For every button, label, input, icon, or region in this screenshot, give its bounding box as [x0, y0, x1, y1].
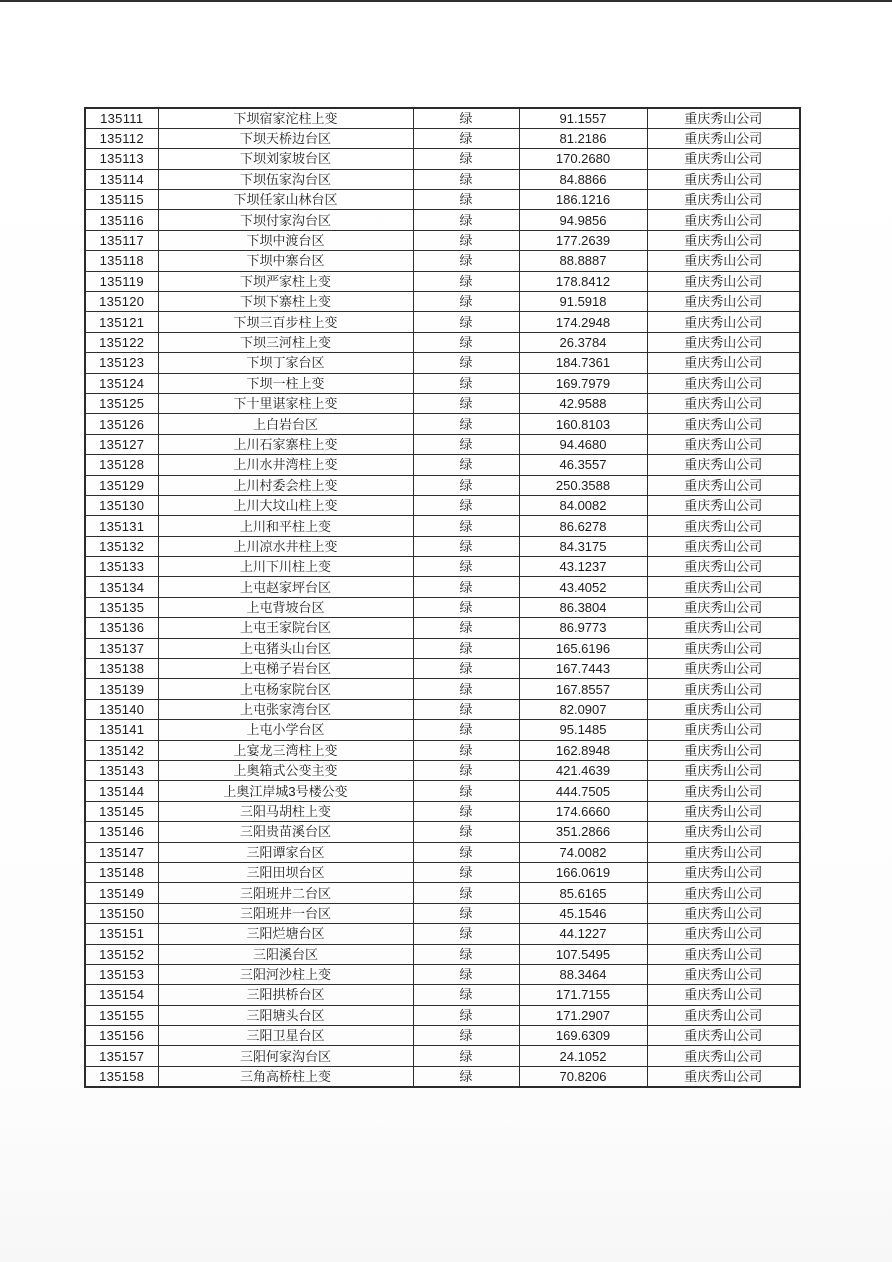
- table-row: [85, 149, 800, 169]
- table-row: [85, 761, 800, 781]
- cell-value: 167.7443: [519, 659, 647, 679]
- cell-value: 88.3464: [519, 964, 647, 984]
- table-row: [85, 373, 800, 393]
- table-row: [85, 597, 800, 617]
- cell-status: 绿: [413, 1066, 519, 1086]
- table-row: [85, 985, 800, 1005]
- cell-value: 351.2866: [519, 822, 647, 842]
- cell-company: 重庆秀山公司: [647, 312, 800, 332]
- cell-status: 绿: [413, 842, 519, 862]
- cell-value: 43.4052: [519, 577, 647, 597]
- cell-station-name: 上屯张家湾台区: [158, 699, 413, 719]
- cell-company: 重庆秀山公司: [647, 495, 800, 515]
- cell-status: 绿: [413, 638, 519, 658]
- cell-station-name: 下坝下寨柱上变: [158, 292, 413, 312]
- cell-status: 绿: [413, 434, 519, 454]
- cell-station-id: 135111: [85, 108, 158, 128]
- cell-status: 绿: [413, 475, 519, 495]
- table-row: [85, 210, 800, 230]
- cell-station-name: 上奥江岸城3号楼公变: [158, 781, 413, 801]
- cell-company: 重庆秀山公司: [647, 434, 800, 454]
- cell-station-id: 135138: [85, 659, 158, 679]
- cell-value: 43.1237: [519, 557, 647, 577]
- table-row: [85, 190, 800, 210]
- cell-value: 91.1557: [519, 108, 647, 128]
- cell-status: 绿: [413, 699, 519, 719]
- cell-station-id: 135139: [85, 679, 158, 699]
- table-row: [85, 414, 800, 434]
- cell-station-name: 上川和平柱上变: [158, 516, 413, 536]
- cell-station-id: 135120: [85, 292, 158, 312]
- cell-company: 重庆秀山公司: [647, 577, 800, 597]
- cell-station-id: 135136: [85, 618, 158, 638]
- cell-company: 重庆秀山公司: [647, 455, 800, 475]
- cell-value: 250.3588: [519, 475, 647, 495]
- cell-company: 重庆秀山公司: [647, 822, 800, 842]
- cell-value: 171.7155: [519, 985, 647, 1005]
- cell-station-name: 上川村委会柱上变: [158, 475, 413, 495]
- cell-station-name: 上宴龙三湾柱上变: [158, 740, 413, 760]
- cell-station-id: 135117: [85, 230, 158, 250]
- cell-status: 绿: [413, 761, 519, 781]
- cell-company: 重庆秀山公司: [647, 149, 800, 169]
- cell-status: 绿: [413, 373, 519, 393]
- cell-company: 重庆秀山公司: [647, 618, 800, 638]
- cell-station-id: 135131: [85, 516, 158, 536]
- cell-station-id: 135134: [85, 577, 158, 597]
- cell-station-name: 三阳卫星台区: [158, 1026, 413, 1046]
- cell-station-id: 135140: [85, 699, 158, 719]
- cell-status: 绿: [413, 577, 519, 597]
- cell-status: 绿: [413, 557, 519, 577]
- cell-status: 绿: [413, 332, 519, 352]
- cell-station-name: 上屯猪头山台区: [158, 638, 413, 658]
- cell-station-id: 135142: [85, 740, 158, 760]
- station-data-table: [84, 107, 801, 1088]
- table-row: [85, 108, 800, 128]
- cell-company: 重庆秀山公司: [647, 536, 800, 556]
- cell-station-id: 135154: [85, 985, 158, 1005]
- cell-value: 94.9856: [519, 210, 647, 230]
- cell-station-id: 135129: [85, 475, 158, 495]
- cell-status: 绿: [413, 251, 519, 271]
- cell-station-id: 135122: [85, 332, 158, 352]
- cell-station-name: 上屯王家院台区: [158, 618, 413, 638]
- cell-status: 绿: [413, 822, 519, 842]
- cell-company: 重庆秀山公司: [647, 1046, 800, 1066]
- cell-station-id: 135135: [85, 597, 158, 617]
- table-row: [85, 455, 800, 475]
- cell-status: 绿: [413, 312, 519, 332]
- cell-company: 重庆秀山公司: [647, 964, 800, 984]
- cell-status: 绿: [413, 169, 519, 189]
- cell-company: 重庆秀山公司: [647, 862, 800, 882]
- cell-value: 166.0619: [519, 862, 647, 882]
- cell-value: 74.0082: [519, 842, 647, 862]
- cell-company: 重庆秀山公司: [647, 353, 800, 373]
- cell-value: 169.7979: [519, 373, 647, 393]
- cell-station-name: 上奥箱式公变主变: [158, 761, 413, 781]
- cell-value: 170.2680: [519, 149, 647, 169]
- cell-company: 重庆秀山公司: [647, 903, 800, 923]
- cell-company: 重庆秀山公司: [647, 475, 800, 495]
- table-row: [85, 557, 800, 577]
- cell-station-id: 135112: [85, 128, 158, 148]
- cell-status: 绿: [413, 455, 519, 475]
- table-row: [85, 353, 800, 373]
- table-row: [85, 332, 800, 352]
- cell-station-name: 下坝中渡台区: [158, 230, 413, 250]
- cell-station-name: 三阳班井一台区: [158, 903, 413, 923]
- cell-company: 重庆秀山公司: [647, 128, 800, 148]
- cell-value: 174.6660: [519, 801, 647, 821]
- cell-station-id: 135118: [85, 251, 158, 271]
- table-row: [85, 903, 800, 923]
- cell-value: 174.2948: [519, 312, 647, 332]
- cell-company: 重庆秀山公司: [647, 720, 800, 740]
- cell-company: 重庆秀山公司: [647, 924, 800, 944]
- cell-station-id: 135153: [85, 964, 158, 984]
- cell-station-name: 三阳何家沟台区: [158, 1046, 413, 1066]
- cell-station-name: 三阳马胡柱上变: [158, 801, 413, 821]
- cell-station-id: 135128: [85, 455, 158, 475]
- cell-station-id: 135144: [85, 781, 158, 801]
- cell-station-name: 上川水井湾柱上变: [158, 455, 413, 475]
- cell-value: 167.8557: [519, 679, 647, 699]
- cell-value: 162.8948: [519, 740, 647, 760]
- cell-station-name: 下坝付家沟台区: [158, 210, 413, 230]
- cell-company: 重庆秀山公司: [647, 516, 800, 536]
- cell-value: 84.3175: [519, 536, 647, 556]
- table-row: [85, 434, 800, 454]
- cell-station-name: 三角高桥柱上变: [158, 1066, 413, 1086]
- cell-value: 88.8887: [519, 251, 647, 271]
- cell-value: 24.1052: [519, 1046, 647, 1066]
- cell-company: 重庆秀山公司: [647, 557, 800, 577]
- cell-station-id: 135126: [85, 414, 158, 434]
- cell-station-id: 135150: [85, 903, 158, 923]
- cell-station-id: 135155: [85, 1005, 158, 1025]
- table-row: [85, 292, 800, 312]
- cell-station-name: 三阳溪台区: [158, 944, 413, 964]
- cell-company: 重庆秀山公司: [647, 1066, 800, 1086]
- cell-status: 绿: [413, 801, 519, 821]
- cell-station-name: 三阳河沙柱上变: [158, 964, 413, 984]
- cell-status: 绿: [413, 128, 519, 148]
- cell-status: 绿: [413, 495, 519, 515]
- cell-value: 177.2639: [519, 230, 647, 250]
- cell-station-id: 135151: [85, 924, 158, 944]
- cell-station-name: 下坝刘家坡台区: [158, 149, 413, 169]
- cell-status: 绿: [413, 108, 519, 128]
- cell-station-id: 135133: [85, 557, 158, 577]
- cell-status: 绿: [413, 230, 519, 250]
- cell-value: 46.3557: [519, 455, 647, 475]
- table-row: [85, 801, 800, 821]
- cell-company: 重庆秀山公司: [647, 638, 800, 658]
- cell-value: 86.3804: [519, 597, 647, 617]
- cell-station-name: 下坝一柱上变: [158, 373, 413, 393]
- cell-station-id: 135125: [85, 393, 158, 413]
- cell-company: 重庆秀山公司: [647, 108, 800, 128]
- cell-company: 重庆秀山公司: [647, 699, 800, 719]
- table-row: [85, 883, 800, 903]
- cell-station-name: 下坝任家山林台区: [158, 190, 413, 210]
- table-row: [85, 618, 800, 638]
- cell-company: 重庆秀山公司: [647, 169, 800, 189]
- cell-value: 82.0907: [519, 699, 647, 719]
- cell-station-id: 135152: [85, 944, 158, 964]
- cell-station-name: 三阳田坝台区: [158, 862, 413, 882]
- table-row: [85, 740, 800, 760]
- cell-company: 重庆秀山公司: [647, 944, 800, 964]
- table-row: [85, 536, 800, 556]
- cell-station-id: 135132: [85, 536, 158, 556]
- cell-station-id: 135130: [85, 495, 158, 515]
- cell-status: 绿: [413, 883, 519, 903]
- cell-status: 绿: [413, 271, 519, 291]
- cell-value: 107.5495: [519, 944, 647, 964]
- cell-status: 绿: [413, 414, 519, 434]
- cell-station-id: 135146: [85, 822, 158, 842]
- cell-status: 绿: [413, 618, 519, 638]
- cell-value: 178.8412: [519, 271, 647, 291]
- table-row: [85, 822, 800, 842]
- table-row: [85, 964, 800, 984]
- cell-station-name: 下十里谌家柱上变: [158, 393, 413, 413]
- cell-status: 绿: [413, 1046, 519, 1066]
- table-row: [85, 1005, 800, 1025]
- cell-status: 绿: [413, 781, 519, 801]
- cell-status: 绿: [413, 292, 519, 312]
- cell-status: 绿: [413, 597, 519, 617]
- cell-value: 165.6196: [519, 638, 647, 658]
- table-row: [85, 1046, 800, 1066]
- cell-value: 86.6278: [519, 516, 647, 536]
- cell-station-id: 135124: [85, 373, 158, 393]
- cell-station-name: 三阳烂塘台区: [158, 924, 413, 944]
- cell-station-id: 135137: [85, 638, 158, 658]
- cell-status: 绿: [413, 862, 519, 882]
- cell-station-id: 135121: [85, 312, 158, 332]
- cell-station-name: 上川大坟山柱上变: [158, 495, 413, 515]
- table-row: [85, 679, 800, 699]
- cell-value: 42.9588: [519, 393, 647, 413]
- cell-status: 绿: [413, 149, 519, 169]
- cell-station-name: 三阳班井二台区: [158, 883, 413, 903]
- cell-station-name: 三阳谭家台区: [158, 842, 413, 862]
- table-row: [85, 842, 800, 862]
- station-table-container: [84, 107, 800, 1088]
- cell-company: 重庆秀山公司: [647, 985, 800, 1005]
- cell-station-id: 135119: [85, 271, 158, 291]
- table-row: [85, 720, 800, 740]
- cell-station-name: 三阳拱桥台区: [158, 985, 413, 1005]
- cell-station-name: 下坝三河柱上变: [158, 332, 413, 352]
- cell-company: 重庆秀山公司: [647, 1005, 800, 1025]
- cell-station-name: 下坝宿家沱柱上变: [158, 108, 413, 128]
- cell-company: 重庆秀山公司: [647, 373, 800, 393]
- cell-value: 86.9773: [519, 618, 647, 638]
- table-row: [85, 393, 800, 413]
- table-row: [85, 924, 800, 944]
- cell-value: 91.5918: [519, 292, 647, 312]
- table-row: [85, 659, 800, 679]
- cell-company: 重庆秀山公司: [647, 597, 800, 617]
- table-row: [85, 475, 800, 495]
- cell-value: 171.2907: [519, 1005, 647, 1025]
- page-top-edge-line: [0, 0, 892, 2]
- cell-status: 绿: [413, 190, 519, 210]
- table-row: [85, 516, 800, 536]
- cell-status: 绿: [413, 393, 519, 413]
- cell-station-name: 上屯杨家院台区: [158, 679, 413, 699]
- cell-status: 绿: [413, 924, 519, 944]
- cell-status: 绿: [413, 1005, 519, 1025]
- cell-station-id: 135158: [85, 1066, 158, 1086]
- cell-value: 95.1485: [519, 720, 647, 740]
- cell-company: 重庆秀山公司: [647, 190, 800, 210]
- table-row: [85, 1026, 800, 1046]
- cell-value: 94.4680: [519, 434, 647, 454]
- cell-status: 绿: [413, 964, 519, 984]
- cell-station-id: 135116: [85, 210, 158, 230]
- cell-value: 184.7361: [519, 353, 647, 373]
- cell-status: 绿: [413, 210, 519, 230]
- table-row: [85, 495, 800, 515]
- cell-company: 重庆秀山公司: [647, 210, 800, 230]
- table-row: [85, 1066, 800, 1086]
- cell-station-name: 上屯小学台区: [158, 720, 413, 740]
- cell-station-name: 上屯梯子岩台区: [158, 659, 413, 679]
- cell-status: 绿: [413, 985, 519, 1005]
- table-row: [85, 781, 800, 801]
- cell-station-name: 三阳塘头台区: [158, 1005, 413, 1025]
- cell-value: 84.8866: [519, 169, 647, 189]
- table-row: [85, 128, 800, 148]
- table-row: [85, 230, 800, 250]
- cell-station-name: 上屯背坡台区: [158, 597, 413, 617]
- cell-company: 重庆秀山公司: [647, 393, 800, 413]
- cell-company: 重庆秀山公司: [647, 1026, 800, 1046]
- table-row: [85, 169, 800, 189]
- cell-station-id: 135147: [85, 842, 158, 862]
- cell-station-id: 135143: [85, 761, 158, 781]
- cell-company: 重庆秀山公司: [647, 740, 800, 760]
- cell-station-id: 135113: [85, 149, 158, 169]
- cell-value: 421.4639: [519, 761, 647, 781]
- cell-company: 重庆秀山公司: [647, 679, 800, 699]
- cell-station-name: 下坝丁家台区: [158, 353, 413, 373]
- cell-status: 绿: [413, 944, 519, 964]
- cell-station-id: 135114: [85, 169, 158, 189]
- cell-company: 重庆秀山公司: [647, 801, 800, 821]
- cell-station-name: 上屯赵家坪台区: [158, 577, 413, 597]
- cell-status: 绿: [413, 659, 519, 679]
- table-row: [85, 699, 800, 719]
- cell-value: 45.1546: [519, 903, 647, 923]
- cell-status: 绿: [413, 903, 519, 923]
- cell-station-id: 135141: [85, 720, 158, 740]
- cell-company: 重庆秀山公司: [647, 883, 800, 903]
- cell-value: 444.7505: [519, 781, 647, 801]
- cell-value: 70.8206: [519, 1066, 647, 1086]
- cell-station-id: 135115: [85, 190, 158, 210]
- cell-value: 26.3784: [519, 332, 647, 352]
- cell-station-id: 135156: [85, 1026, 158, 1046]
- table-body: [85, 108, 800, 1087]
- cell-company: 重庆秀山公司: [647, 230, 800, 250]
- cell-company: 重庆秀山公司: [647, 659, 800, 679]
- cell-station-name: 下坝三百步柱上变: [158, 312, 413, 332]
- cell-company: 重庆秀山公司: [647, 332, 800, 352]
- cell-station-id: 135123: [85, 353, 158, 373]
- cell-station-id: 135145: [85, 801, 158, 821]
- cell-value: 186.1216: [519, 190, 647, 210]
- cell-station-id: 135149: [85, 883, 158, 903]
- cell-company: 重庆秀山公司: [647, 292, 800, 312]
- cell-station-name: 三阳贵苗溪台区: [158, 822, 413, 842]
- cell-value: 84.0082: [519, 495, 647, 515]
- cell-station-name: 上白岩台区: [158, 414, 413, 434]
- cell-station-name: 上川石家寨柱上变: [158, 434, 413, 454]
- cell-station-name: 下坝中寨台区: [158, 251, 413, 271]
- cell-value: 160.8103: [519, 414, 647, 434]
- table-row: [85, 312, 800, 332]
- cell-company: 重庆秀山公司: [647, 781, 800, 801]
- cell-company: 重庆秀山公司: [647, 271, 800, 291]
- cell-company: 重庆秀山公司: [647, 761, 800, 781]
- table-row: [85, 271, 800, 291]
- cell-company: 重庆秀山公司: [647, 842, 800, 862]
- cell-company: 重庆秀山公司: [647, 251, 800, 271]
- cell-station-id: 135127: [85, 434, 158, 454]
- cell-value: 85.6165: [519, 883, 647, 903]
- cell-company: 重庆秀山公司: [647, 414, 800, 434]
- cell-station-name: 下坝严家柱上变: [158, 271, 413, 291]
- cell-status: 绿: [413, 1026, 519, 1046]
- table-row: [85, 638, 800, 658]
- cell-station-name: 上川凉水井柱上变: [158, 536, 413, 556]
- cell-status: 绿: [413, 353, 519, 373]
- cell-station-name: 下坝伍家沟台区: [158, 169, 413, 189]
- cell-station-name: 上川下川柱上变: [158, 557, 413, 577]
- cell-status: 绿: [413, 516, 519, 536]
- cell-status: 绿: [413, 720, 519, 740]
- table-row: [85, 944, 800, 964]
- cell-station-id: 135157: [85, 1046, 158, 1066]
- cell-status: 绿: [413, 740, 519, 760]
- cell-value: 81.2186: [519, 128, 647, 148]
- table-row: [85, 251, 800, 271]
- cell-value: 169.6309: [519, 1026, 647, 1046]
- cell-status: 绿: [413, 679, 519, 699]
- cell-value: 44.1227: [519, 924, 647, 944]
- table-row: [85, 577, 800, 597]
- table-row: [85, 862, 800, 882]
- cell-station-id: 135148: [85, 862, 158, 882]
- cell-status: 绿: [413, 536, 519, 556]
- cell-station-name: 下坝天桥边台区: [158, 128, 413, 148]
